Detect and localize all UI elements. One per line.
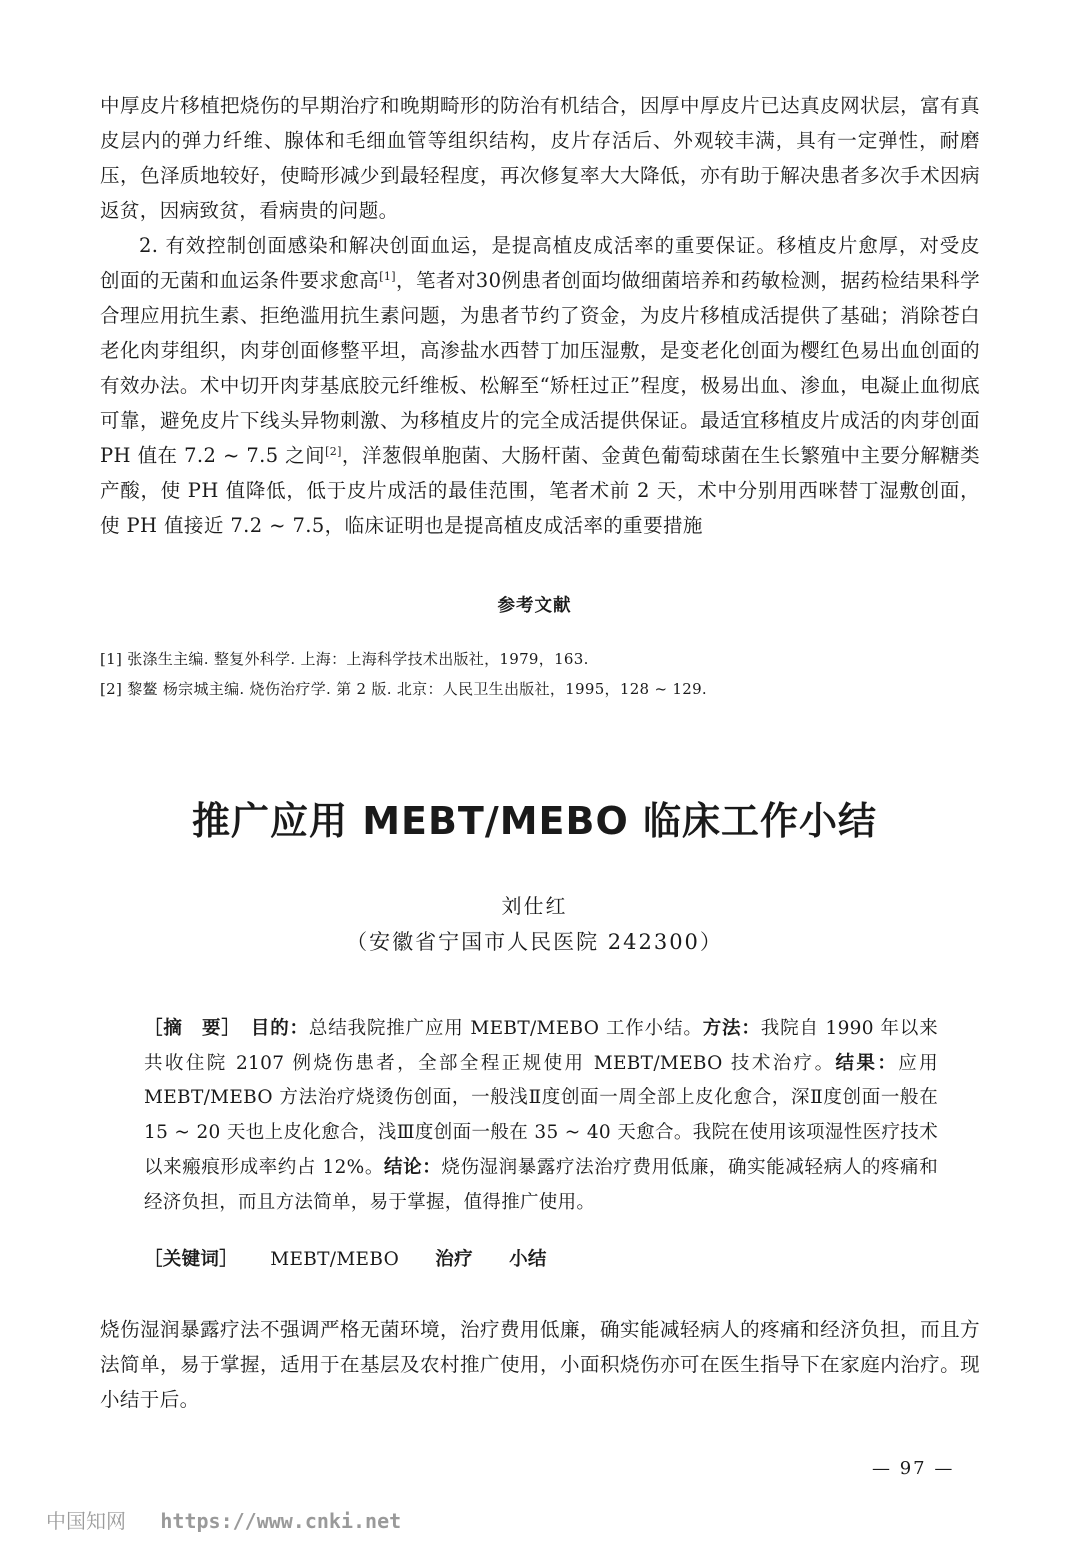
method-label: 方法： [702, 1018, 761, 1039]
objective-label: 目的： [250, 1018, 309, 1039]
result-label: 结果： [835, 1052, 899, 1074]
continued-paragraph: 中厚皮片移植把烧伤的早期治疗和晚期畸形的防治有机结合，因厚中厚皮片已达真皮网状层，富有真皮层内的弹力纤维、腺体和毛细血管等组织结构，皮片存活后、外观较丰满，具有一定弹性，耐磨压，色泽质地较好，使畸形减少到最轻程度，再次修复率大大降低，亦有助于解决患者多次手术因病返贫，因病致贫，看病贵的问题。 [100, 94, 980, 222]
author-affiliation: （安徽省宁国市人民医院 242300） [346, 930, 723, 954]
keywords-line [144, 1245, 938, 1271]
result-text: 应用 MEBT/MEBO 方法治疗烧烫伤创面，一般浅Ⅱ度创面一周全部上皮化愈合，深Ⅱ度创面一般在 15 ~ 20 天也上皮化愈合，浅Ⅲ度创面一般在 35 ~ 40 天愈合。我院在使用该项湿性医疗技术以来瘢痕形成率约占 12%。 [144, 1052, 938, 1178]
author-name: 刘仕红 [501, 894, 568, 918]
reference-item: [1] 张涤生主编. 整复外科学. 上海：上海科学技术出版社，1979，163. [100, 650, 589, 668]
objective-text: 总结我院推广应用 MEBT/MEBO 工作小结。 [308, 1018, 703, 1039]
paragraph-text: ，笔者对30例患者创面均做细菌培养和药敏检测，据药检结果科学合理应用抗生素、拒绝滥用抗生素问题，为患者节约了资金，为皮片移植成活提供了基础；消除苍白老化肉芽组织，肉芽创面修整平坦，高渗盐水西替丁加压湿敷，是变老化创面为樱红色易出血创面的有效办法。术中切开肉芽基底胶元纤维板、松解至“矫枉过正”程度，极易出血、渗血，电凝止血彻底可靠，避免皮片下线头异物刺激、为移植皮片的完全成活提供保证。最适宜移植皮片成活的肉芽创面 PH 值在 7.2 ~ 7.5 之间 [100, 269, 980, 467]
abstract-label: ［摘 要］ [144, 1018, 232, 1039]
keyword-item: MEBT/MEBO [270, 1249, 400, 1270]
citation-ref-1[interactable]: [1] [379, 270, 396, 283]
infection-control-paragraph [100, 228, 980, 543]
paragraph-text: ，洋葱假单胞菌、大肠杆菌、金黄色葡萄球菌在生长繁殖中主要分解糖类产酸，使 PH 值降低，低于皮片成活的最佳范围，笔者术前 2 天，术中分别用西咪替丁湿敷创面，使 PH 值接近 7.2 ~ 7.5，临床证明也是提高植皮成活率的重要措施 [100, 444, 980, 537]
conclusion-label: 结论： [383, 1156, 442, 1178]
article-title: 推广应用 MEBT/MEBO 临床工作小结 [191, 799, 878, 843]
abstract [144, 1012, 938, 1220]
keywords-label: ［关键词］ [144, 1249, 239, 1270]
method-text: 我院自 1990 年以来共收住院 2107 例烧伤患者，全部全程正规使用 MEBT/MEBO 技术治疗。 [144, 1018, 939, 1074]
site-name: 中国知网 [46, 1509, 126, 1533]
paragraph-text: 2. 有效控制创面感染和解决创面血运，是提高植皮成活率的重要保证。移植皮片愈厚，对受皮创面的无菌和血运条件要求愈高 [100, 234, 980, 292]
conclusion-text: 烧伤湿润暴露疗法治疗费用低廉，确实能减轻病人的疼痛和经济负担，而且方法简单，易于掌握，值得推广使用。 [144, 1156, 938, 1213]
reference-item: [2] 黎鳌 杨宗城主编. 烧伤治疗学. 第 2 版. 北京：人民卫生出版社，1995，128 ~ 129. [100, 680, 707, 698]
citation-ref-2[interactable]: [2] [325, 445, 342, 458]
intro-paragraph: 烧伤湿润暴露疗法不强调严格无菌环境，治疗费用低廉，确实能减轻病人的疼痛和经济负担，而且方法简单，易于掌握，适用于在基层及农村推广使用，小面积烧伤亦可在医生指导下在家庭内治疗。现小结于后。 [100, 1318, 980, 1411]
watermark-footer [46, 1505, 401, 1534]
keyword-item: 治疗 [435, 1249, 473, 1270]
keyword-item: 小结 [509, 1249, 547, 1270]
page-number: — 97 — [872, 1458, 955, 1479]
site-url[interactable]: https://www.cnki.net [160, 1509, 402, 1533]
references-heading: 参考文献 [497, 596, 572, 616]
